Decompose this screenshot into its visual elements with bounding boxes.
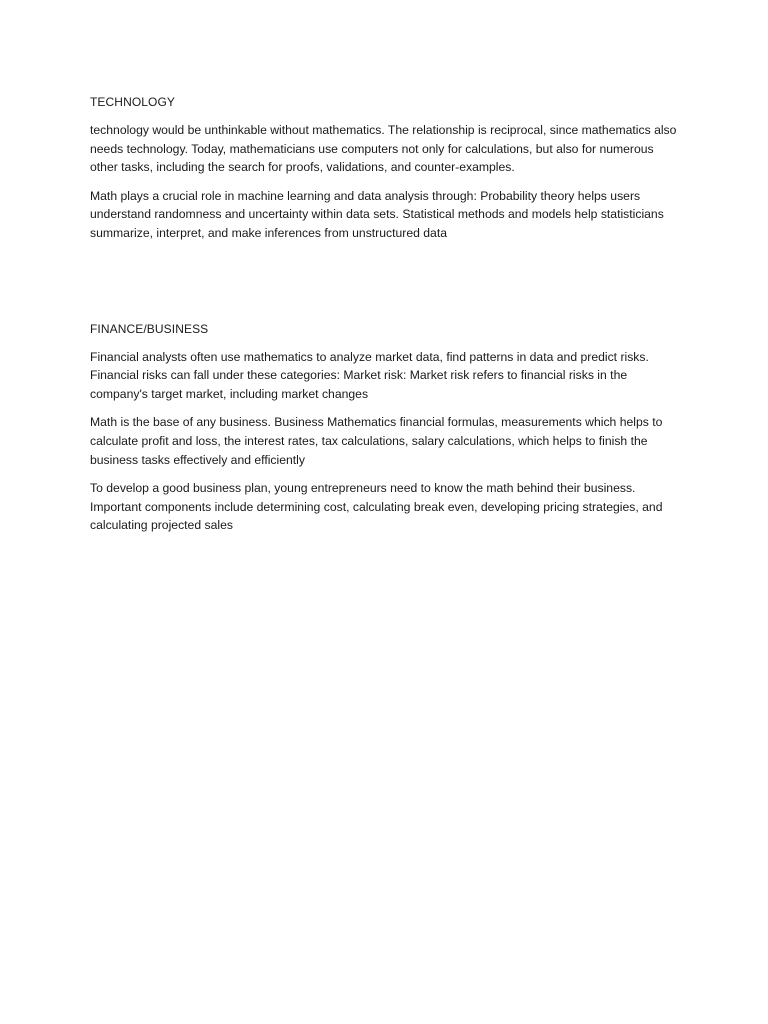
section-heading: TECHNOLOGY [90,95,176,109]
section-finance-business [90,320,680,535]
paragraph: Financial analysts often use mathematics to analyze market data, find patterns in data and predict risks. Financial risks can fall under these categories: Market risk: Market risk refers to financial risks in the company's target market, including market changes [90,349,649,401]
paragraph: Math plays a crucial role in machine learning and data analysis through: Probability theory helps users understand randomness and uncertainty within data sets. Statistical methods and models help statisticians summarize, interpret, and make inferences from unstructured data [90,188,664,240]
paragraph: To develop a good business plan, young entrepreneurs need to know the math behind their business. Important components include determining cost, calculating break even, developing pricing strategies, and calculating projected sales [90,481,663,533]
document-body [90,93,680,545]
section-technology [90,93,680,243]
paragraph: Math is the base of any business. Business Mathematics financial formulas, measurements which helps to calculate profit and loss, the interest rates, tax calculations, salary calculations, which helps to finish the business tasks effectively and efficiently [90,415,663,467]
paragraph: technology would be unthinkable without mathematics. The relationship is reciprocal, since mathematics also needs technology. Today, mathematicians use computers not only for calculations, but also for numerous other tasks, including the search for proofs, validations, and counter-examples. [90,123,677,175]
section-heading: FINANCE/BUSINESS [90,321,209,336]
section-spacer [90,253,680,320]
